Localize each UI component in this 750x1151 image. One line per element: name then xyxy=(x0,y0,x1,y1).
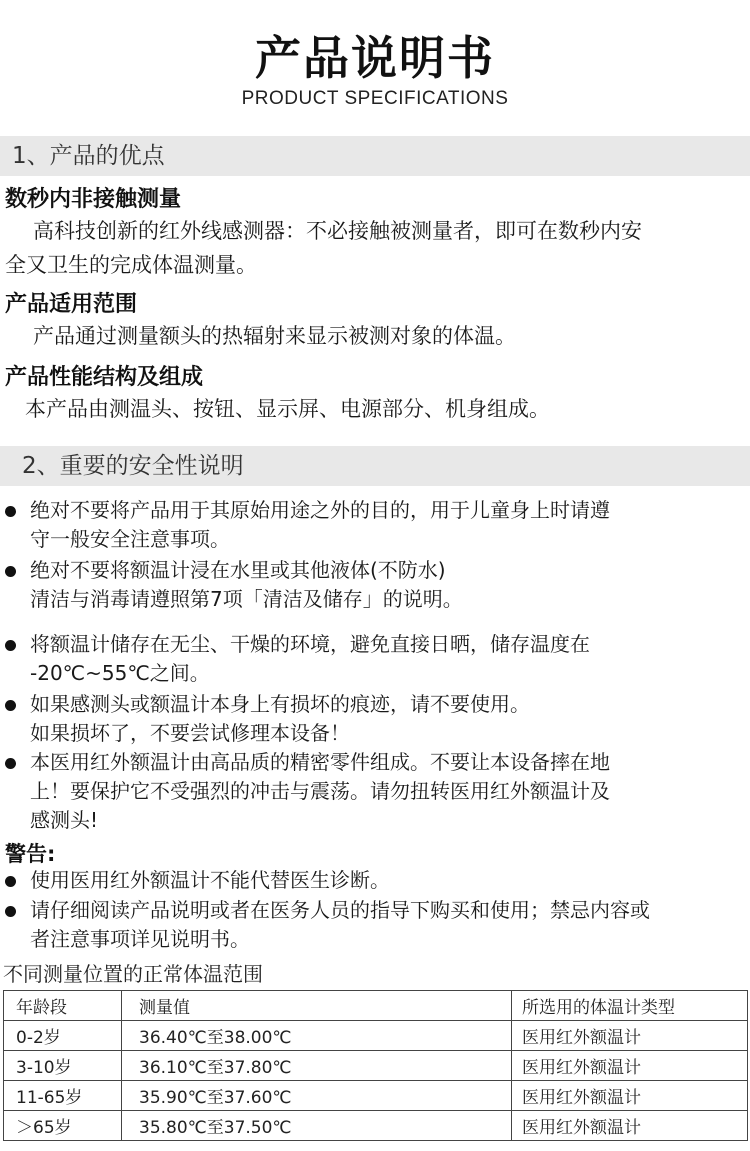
table-row xyxy=(4,1051,748,1081)
table-caption: 不同测量位置的正常体温范围 xyxy=(3,962,263,986)
cell-type: 医用红外额温计 xyxy=(512,1051,748,1081)
cell-value: 35.90℃至37.60℃ xyxy=(122,1081,512,1111)
table-header-row xyxy=(4,991,748,1021)
temperature-range-table xyxy=(3,990,748,1141)
cell-type: 医用红外额温计 xyxy=(512,1111,748,1141)
section-header-safety: 2、重要的安全性说明 xyxy=(0,446,750,486)
bullet-text: 本医用红外额温计由高品质的精密零件组成。不要让本设备摔在地 xyxy=(30,750,610,774)
bullet-dot xyxy=(5,566,16,577)
cell-type: 医用红外额温计 xyxy=(512,1021,748,1051)
bullet-text: 守一般安全注意事项。 xyxy=(30,527,230,551)
heading-scope: 产品适用范围 xyxy=(5,292,138,317)
paragraph-contactless-line2: 全又卫生的完成体温测量。 xyxy=(5,253,257,277)
bullet-dot xyxy=(5,506,16,517)
paragraph-contactless-line1: 高科技创新的红外线感测器：不必接触被测量者，即可在数秒内安 xyxy=(33,219,642,243)
column-header-type: 所选用的体温计类型 xyxy=(512,991,748,1021)
bullet-text: 上！要保护它不受强烈的冲击与震荡。请勿扭转医用红外额温计及 xyxy=(30,779,610,803)
safety-bullet-3 xyxy=(5,630,747,688)
warning-bullet-2 xyxy=(5,896,747,954)
cell-type: 医用红外额温计 xyxy=(512,1081,748,1111)
cell-age: ＞65岁 xyxy=(4,1111,122,1141)
safety-bullet-4 xyxy=(5,690,747,748)
cell-age: 0-2岁 xyxy=(4,1021,122,1051)
bullet-dot xyxy=(5,758,16,769)
bullet-text: 清洁与消毒请遵照第7项「清洁及储存」的说明。 xyxy=(30,587,463,611)
table-row xyxy=(4,1021,748,1051)
bullet-text: -20℃~55℃之间。 xyxy=(30,661,210,685)
paragraph-structure: 本产品由测温头、按钮、显示屏、电源部分、机身组成。 xyxy=(25,397,550,421)
cell-value: 35.80℃至37.50℃ xyxy=(122,1111,512,1141)
column-header-value: 测量值 xyxy=(122,991,512,1021)
bullet-text: 如果损坏了，不要尝试修理本设备！ xyxy=(30,721,350,745)
bullet-text: 如果感测头或额温计本身上有损坏的痕迹，请不要使用。 xyxy=(30,692,530,716)
section-header-advantages: 1、产品的优点 xyxy=(0,136,750,176)
bullet-text: 者注意事项详见说明书。 xyxy=(30,927,250,951)
table-row xyxy=(4,1111,748,1141)
page-subtitle: PRODUCT SPECIFICATIONS xyxy=(241,88,509,109)
bullet-dot xyxy=(5,876,16,887)
bullet-text: 请仔细阅读产品说明或者在医务人员的指导下购买和使用；禁忌内容或 xyxy=(30,898,650,922)
heading-contactless: 数秒内非接触测量 xyxy=(5,187,182,212)
bullet-text: 使用医用红外额温计不能代替医生诊断。 xyxy=(30,868,390,892)
safety-bullet-2 xyxy=(5,556,747,614)
bullet-text: 绝对不要将产品用于其原始用途之外的目的，用于儿童身上时请遵 xyxy=(30,498,610,522)
safety-bullet-1 xyxy=(5,496,747,554)
cell-value: 36.10℃至37.80℃ xyxy=(122,1051,512,1081)
bullet-dot xyxy=(5,700,16,711)
cell-age: 3-10岁 xyxy=(4,1051,122,1081)
bullet-dot xyxy=(5,906,16,917)
cell-value: 36.40℃至38.00℃ xyxy=(122,1021,512,1051)
cell-age: 11-65岁 xyxy=(4,1081,122,1111)
bullet-text: 绝对不要将额温计浸在水里或其他液体(不防水) xyxy=(30,558,446,582)
page-title: 产品说明书 xyxy=(255,31,495,85)
bullet-dot xyxy=(5,640,16,651)
warning-label: 警告: xyxy=(5,842,56,866)
bullet-text: 感测头! xyxy=(30,808,99,832)
warning-bullet-1 xyxy=(5,866,747,895)
column-header-age: 年龄段 xyxy=(4,991,122,1021)
bullet-text: 将额温计储存在无尘、干燥的环境，避免直接日晒，储存温度在 xyxy=(30,632,590,656)
safety-bullet-5 xyxy=(5,748,747,835)
paragraph-scope: 产品通过测量额头的热辐射来显示被测对象的体温。 xyxy=(33,324,516,348)
table-row xyxy=(4,1081,748,1111)
heading-structure: 产品性能结构及组成 xyxy=(5,365,204,390)
